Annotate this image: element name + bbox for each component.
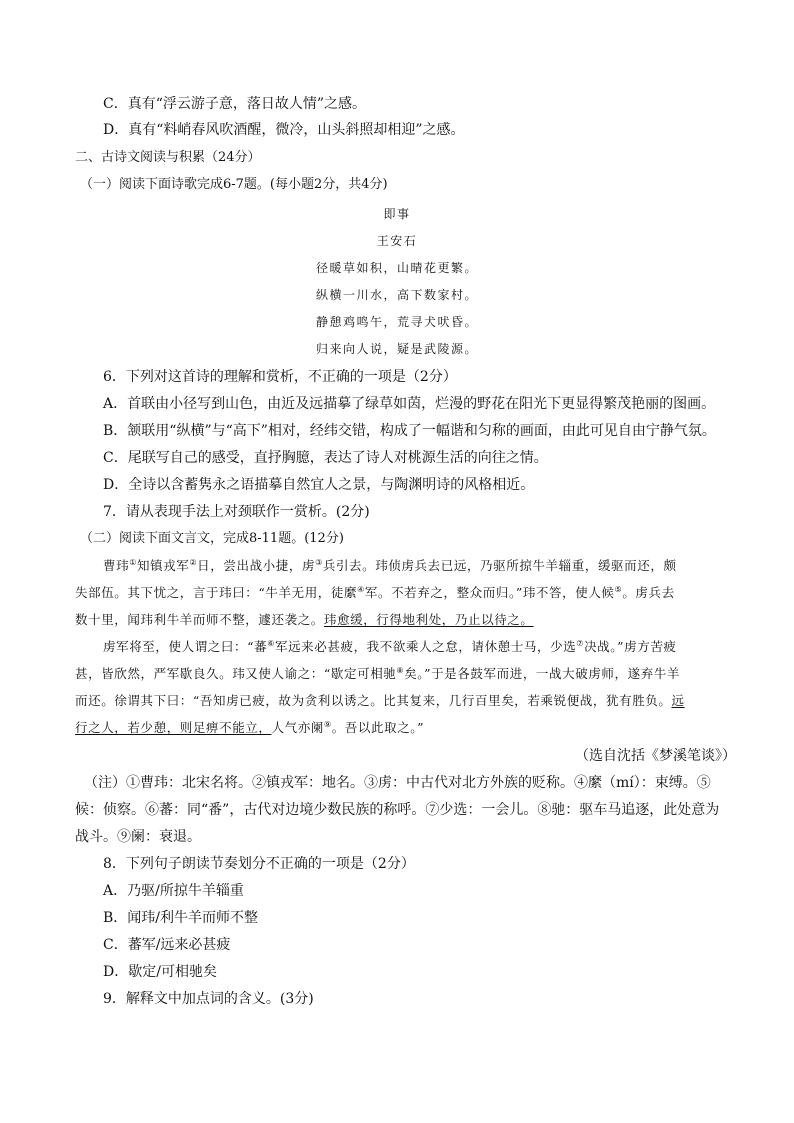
source-citation: （选自沈括《梦溪笔谈》） — [575, 748, 736, 764]
q6-stem: 6．下列对这首诗的理解和赏析，不正确的一项是（2分） — [103, 369, 457, 385]
poem-title: 即事 — [383, 207, 411, 221]
q5-option-c: C．真有“浮云游子意，落日故人情”之感。 — [103, 96, 367, 112]
poem-line: 归来向人说，疑是武陵源。 — [315, 342, 478, 356]
passage-line: 甚，皆欣然，严军歇良久。玮又使人谕之：“歇定可相驰⑧矣。”于是各鼓军而进，一战大破虏师，遂弃牛羊 — [75, 665, 681, 681]
q8-option-a: A．乃驱/所掠牛羊辎重 — [103, 883, 244, 899]
q5-option-d: D．真有“料峭春风吹酒醒，微冷，山头斜照却相迎”之感。 — [103, 122, 465, 138]
passage-line: 行之人，若少憩，则足痹不能立，人气亦阑⑨。吾以此取之。” — [75, 719, 425, 735]
poem-line: 径暖草如积，山晴花更繁。 — [315, 261, 478, 275]
q6-option-d: D．全诗以含蓄隽永之语描摹自然宜人之景，与陶渊明诗的风格相近。 — [103, 477, 535, 493]
part1-instruction: （一）阅读下面诗歌完成6-7题。(每小题2分，共4分) — [80, 177, 388, 192]
q8-option-d: D．歇定/可相驰矣 — [103, 964, 217, 980]
passage-line: 而还。徐谓其下曰：“吾知虏已疲，故为贪利以诱之。比其复来，几行百里矣，若乘锐便战，犹有胜负。远 — [75, 693, 685, 708]
section-heading: 二、古诗文阅读与积累（24分） — [75, 150, 261, 165]
q6-option-b: B．颔联用“纵横”与“高下”相对，经纬交错，构成了一幅谐和匀称的画面，由此可见自由宁静气氛。 — [103, 423, 716, 439]
passage-line: 虏军将至，使人谓之曰：“蕃⑥军远来必甚疲，我不欲乘人之怠，请休憩士马，少选⑦决战。”虏方苦疲 — [103, 638, 677, 654]
notes-line: 战斗。⑨阑：衰退。 — [75, 829, 201, 845]
poem-line: 纵横一川水，高下数家村。 — [315, 288, 478, 302]
notes-line: 候：侦察。⑥蕃：同“番”，古代对边境少数民族的称呼。⑦少选：一会儿。⑧驰：驱车马追逐，此处意为 — [75, 802, 720, 818]
q8-option-b: B．闻玮/利牛羊而师不整 — [103, 910, 259, 926]
q8-stem: 8．下列句子朗读节奏划分不正确的一项是（2分） — [103, 856, 415, 872]
notes-line: （注）①曹玮：北宋名将。②镇戎军：地名。③虏：中古代对北方外族的贬称。④縻（mí）：束缚。⑤ — [84, 775, 711, 791]
poem-author: 王安石 — [376, 234, 418, 248]
passage-line: 失部伍。其下忧之，言于玮曰：“牛羊无用，徒縻④军。不若弃之，整众而归。”玮不答，使人候⑤。虏兵去 — [75, 584, 675, 600]
passage-line: 曹玮①知镇戎军②日，尝出战小捷，虏③兵引去。玮侦虏兵去已远，乃驱所掠牛羊辎重，缓驱而还，颇 — [103, 557, 677, 573]
q6-option-c: C．尾联写自己的感受，直抒胸臆，表达了诗人对桃源生活的向往之情。 — [103, 450, 548, 466]
part2-instruction: （二）阅读下面文言文，完成8-11题。(12分) — [80, 531, 344, 546]
q7-stem: 7．请从表现手法上对颈联作一赏析。(2分) — [103, 504, 370, 520]
q9-stem: 9．解释文中加点词的含义。(3分) — [103, 991, 314, 1007]
q6-option-a: A．首联由小径写到山色，由近及远描摹了绿草如茵，烂漫的野花在阳光下更显得繁茂艳丽的图画。 — [103, 396, 716, 412]
passage-line: 数十里，闻玮利牛羊而师不整，遽还袭之。玮愈缓，行得地利处，乃止以待之。 — [75, 612, 534, 627]
poem-line: 静憩鸡鸣午，荒寻犬吠昏。 — [315, 315, 478, 329]
q8-option-c: C．蕃军/远来必甚疲 — [103, 937, 231, 953]
